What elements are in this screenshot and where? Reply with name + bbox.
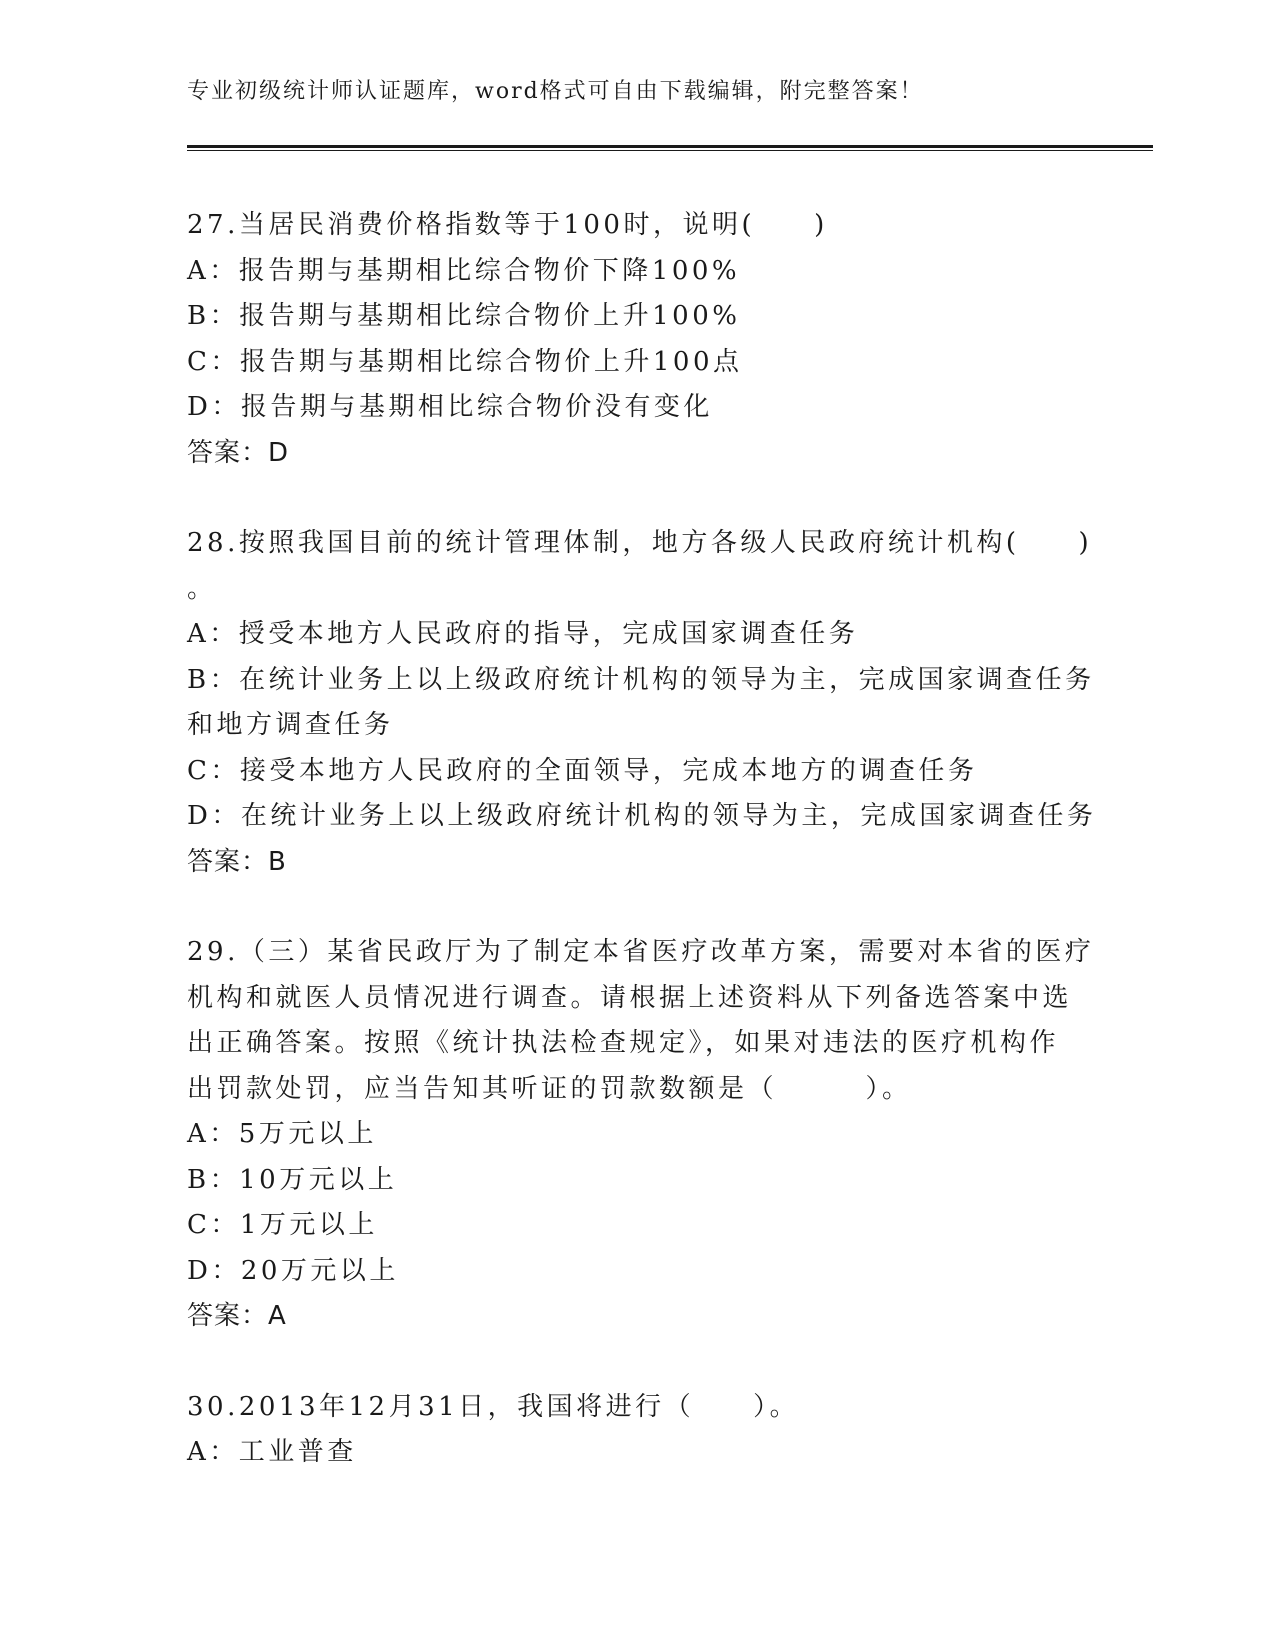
- question-stem: 27.当居民消费价格指数等于100时，说明( ): [187, 210, 828, 240]
- option-d: D：20万元以上: [187, 1255, 399, 1286]
- answer-label: 答案：A: [187, 1301, 287, 1331]
- answer-label: 答案：D: [187, 437, 290, 468]
- question-stem-continued: 出正确答案。按照《统计执法检查规定》，如果对违法的医疗机构作: [187, 1028, 1060, 1058]
- question-30: [187, 1385, 1087, 1476]
- question-stem: 29.（三）某省民政厅为了制定本省医疗改革方案，需要对本省的医疗: [187, 937, 1095, 967]
- question-29: [187, 930, 1095, 1340]
- option-d: D：报告期与基期相比综合物价没有变化: [187, 392, 713, 422]
- question-stem: 30.2013年12月31日，我国将进行（ ）。: [187, 1391, 800, 1422]
- header-divider-thick: [187, 145, 1153, 148]
- option-b: B：报告期与基期相比综合物价上升100%: [187, 301, 741, 331]
- answer-label: 答案：B: [187, 846, 287, 877]
- option-b: B：在统计业务上以上级政府统计机构的领导为主，完成国家调查任务: [187, 664, 1095, 695]
- header-divider-thin: [187, 150, 1153, 151]
- option-a: A：工业普查: [187, 1437, 357, 1467]
- question-list: [187, 203, 1097, 1521]
- question-stem: 28.按照我国目前的统计管理体制，地方各级人民政府统计机构( ): [187, 528, 1093, 558]
- option-c: C：报告期与基期相比综合物价上升100点: [187, 346, 743, 377]
- question-28: [187, 521, 1097, 885]
- question-stem-continued: 出罚款处罚，应当告知其听证的罚款数额是（ ）。: [187, 1073, 912, 1104]
- option-b-continued: 和地方调查任务: [187, 710, 394, 740]
- question-stem-continued: 机构和就医人员情况进行调查。请根据上述资料从下列备选答案中选: [187, 982, 1073, 1013]
- question-27: [187, 203, 1087, 476]
- option-a: A：5万元以上: [187, 1119, 377, 1149]
- option-c: C：接受本地方人民政府的全面领导，完成本地方的调查任务: [187, 755, 978, 786]
- option-d: D：在统计业务上以上级政府统计机构的领导为主，完成国家调查任务: [187, 801, 1097, 831]
- page-header: 专业初级统计师认证题库，word格式可自由下载编辑，附完整答案！: [187, 79, 924, 104]
- option-a: A：报告期与基期相比综合物价下降100%: [187, 255, 741, 286]
- question-stem-continued: 。: [187, 573, 217, 604]
- option-a: A：授受本地方人民政府的指导，完成国家调查任务: [187, 619, 859, 649]
- option-c: C：1万元以上: [187, 1210, 378, 1240]
- option-b: B：10万元以上: [187, 1164, 398, 1195]
